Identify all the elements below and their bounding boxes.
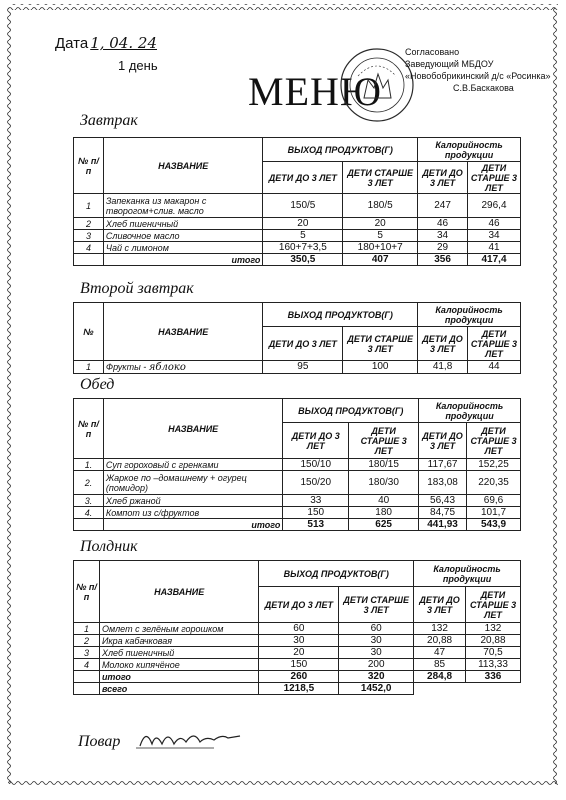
approval-line: Заведующий МБДОУ <box>405 59 494 69</box>
table-row <box>74 242 521 254</box>
col-num-header: № п/п <box>74 138 104 194</box>
total-calories-under3: 441,93 <box>419 519 467 531</box>
dish-name: Жаркое по –домашнему + огурец (помидор) <box>103 471 282 495</box>
output-under3: 150/20 <box>283 471 349 495</box>
col-name-header: НАЗВАНИЕ <box>103 399 282 459</box>
grand-total-label: всего <box>99 683 259 695</box>
dish-name: Компот из с/фруктов <box>103 507 282 519</box>
dish-name-text: Фрукты - <box>105 361 147 372</box>
output-over3: 5 <box>343 230 418 242</box>
output-under3: 150 <box>283 507 349 519</box>
approval-line: «Новобобрикинский д/с «Росинка» <box>405 71 551 81</box>
calories-over3: 220,35 <box>467 471 521 495</box>
total-calories-over3: 543,9 <box>467 519 521 531</box>
row-num: 4 <box>74 242 104 254</box>
col-output-header: ВЫХОД ПРОДУКТОВ(Г) <box>263 303 418 327</box>
total-label: итого <box>99 671 259 683</box>
dish-name: Молоко кипячёное <box>99 659 259 671</box>
table-row <box>74 495 521 507</box>
calories-over3: 44 <box>468 361 521 374</box>
dish-name: Чай с лимоном <box>103 242 263 254</box>
calories-over3: 41 <box>468 242 521 254</box>
col-over3-header: ДЕТИ СТАРШЕ 3 ЛЕТ <box>349 423 419 459</box>
output-over3: 180+10+7 <box>343 242 418 254</box>
output-over3: 30 <box>339 635 414 647</box>
calories-under3: 47 <box>414 647 466 659</box>
col-calories-header: Калорийность продукции <box>414 561 521 587</box>
col-over3-header: ДЕТИ СТАРШЕ 3 ЛЕТ <box>467 423 521 459</box>
col-over3-header: ДЕТИ СТАРШЕ 3 ЛЕТ <box>468 162 521 194</box>
table-row <box>74 361 521 374</box>
snack-table <box>73 560 521 695</box>
table-row <box>74 218 521 230</box>
section-title-second-breakfast: Второй завтрак <box>80 280 194 297</box>
col-under3-header: ДЕТИ ДО 3 ЛЕТ <box>263 327 343 361</box>
row-num: 1. <box>74 459 104 471</box>
calories-under3: 85 <box>414 659 466 671</box>
calories-under3: 41,8 <box>418 361 468 374</box>
table-row <box>74 230 521 242</box>
approval-line: Согласовано <box>405 47 460 57</box>
col-num-header: № п/п <box>74 399 104 459</box>
col-under3-header: ДЕТИ ДО 3 ЛЕТ <box>283 423 349 459</box>
output-under3: 5 <box>263 230 343 242</box>
dish-name <box>103 361 263 374</box>
row-num: 3 <box>74 230 104 242</box>
dish-name: Хлеб пшеничный <box>103 218 263 230</box>
output-under3: 20 <box>259 647 339 659</box>
col-over3-header: ДЕТИ СТАРШЕ 3 ЛЕТ <box>339 587 414 623</box>
output-under3: 33 <box>283 495 349 507</box>
total-calories-under3: 284,8 <box>414 671 466 683</box>
table-row <box>74 459 521 471</box>
calories-over3: 296,4 <box>468 194 521 218</box>
dish-name: Запеканка из макарон с творогом+слив. масло <box>103 194 263 218</box>
output-over3: 180/15 <box>349 459 419 471</box>
output-under3: 95 <box>263 361 343 374</box>
section-title-lunch: Обед <box>80 376 115 393</box>
calories-over3: 152,25 <box>467 459 521 471</box>
total-output-under3: 260 <box>259 671 339 683</box>
approval-line: С.В.Баскакова <box>453 83 514 93</box>
table-row <box>74 659 521 671</box>
calories-over3: 101,7 <box>467 507 521 519</box>
approval-block <box>405 46 551 94</box>
table-row <box>74 194 521 218</box>
row-num: 1 <box>74 361 104 374</box>
grand-total-row <box>74 683 521 695</box>
total-output-under3: 350,5 <box>263 254 343 266</box>
calories-under3: 34 <box>418 230 468 242</box>
total-row <box>74 519 521 531</box>
col-output-header: ВЫХОД ПРОДУКТОВ(Г) <box>263 138 418 162</box>
table-row <box>74 623 521 635</box>
calories-under3: 20,88 <box>414 635 466 647</box>
menu-title: МЕНЮ <box>248 69 382 114</box>
output-over3: 180 <box>349 507 419 519</box>
output-under3: 150 <box>259 659 339 671</box>
calories-under3: 56,43 <box>419 495 467 507</box>
col-output-header: ВЫХОД ПРОДУКТОВ(Г) <box>259 561 414 587</box>
col-name-header: НАЗВАНИЕ <box>99 561 259 623</box>
table-row <box>74 471 521 495</box>
dish-name: Хлеб пшеничный <box>99 647 259 659</box>
breakfast-table <box>73 137 521 266</box>
calories-over3: 20,88 <box>466 635 521 647</box>
col-calories-header: Калорийность продукции <box>418 138 521 162</box>
row-num: 1 <box>74 194 104 218</box>
section-title-breakfast: Завтрак <box>80 112 138 129</box>
calories-under3: 84,75 <box>419 507 467 519</box>
table-row <box>74 647 521 659</box>
output-under3: 30 <box>259 635 339 647</box>
calories-over3: 132 <box>466 623 521 635</box>
col-under3-header: ДЕТИ ДО 3 ЛЕТ <box>418 327 468 361</box>
row-num: 4. <box>74 507 104 519</box>
col-name-header: НАЗВАНИЕ <box>103 303 263 361</box>
total-calories-under3: 356 <box>418 254 468 266</box>
handwritten-fruit: яблоко <box>148 361 186 373</box>
total-calories-over3: 336 <box>466 671 521 683</box>
cook-signature <box>136 724 246 754</box>
output-under3: 60 <box>259 623 339 635</box>
col-name-header: НАЗВАНИЕ <box>103 138 263 194</box>
output-over3: 180/5 <box>343 194 418 218</box>
col-over3-header: ДЕТИ СТАРШЕ 3 ЛЕТ <box>343 162 418 194</box>
total-label: итого <box>103 519 282 531</box>
calories-over3: 69,6 <box>467 495 521 507</box>
section-title-snack: Полдник <box>80 538 138 555</box>
total-output-under3: 513 <box>283 519 349 531</box>
dish-name: Омлет с зелёным горошком <box>99 623 259 635</box>
total-row <box>74 254 521 266</box>
row-num: 2. <box>74 471 104 495</box>
col-num-header: № <box>74 303 104 361</box>
dish-name: Сливочное масло <box>103 230 263 242</box>
dish-name: Суп гороховый с гренками <box>103 459 282 471</box>
grand-total-output-under3: 1218,5 <box>259 683 339 695</box>
row-num: 3. <box>74 495 104 507</box>
cook-label: Повар <box>78 733 121 750</box>
calories-over3: 46 <box>468 218 521 230</box>
col-under3-header: ДЕТИ ДО 3 ЛЕТ <box>414 587 466 623</box>
row-num: 2 <box>74 218 104 230</box>
date-line <box>55 34 157 52</box>
col-output-header: ВЫХОД ПРОДУКТОВ(Г) <box>283 399 419 423</box>
calories-under3: 46 <box>418 218 468 230</box>
total-output-over3: 407 <box>343 254 418 266</box>
row-num: 3 <box>74 647 100 659</box>
calories-over3: 70,5 <box>466 647 521 659</box>
second-breakfast-table <box>73 302 521 374</box>
output-over3: 180/30 <box>349 471 419 495</box>
col-num-header: № п/п <box>74 561 100 623</box>
total-row <box>74 671 521 683</box>
dish-name: Хлеб ржаной <box>103 495 282 507</box>
col-under3-header: ДЕТИ ДО 3 ЛЕТ <box>263 162 343 194</box>
calories-over3: 113,33 <box>466 659 521 671</box>
col-over3-header: ДЕТИ СТАРШЕ 3 ЛЕТ <box>468 327 521 361</box>
col-over3-header: ДЕТИ СТАРШЕ 3 ЛЕТ <box>466 587 521 623</box>
output-under3: 20 <box>263 218 343 230</box>
output-over3: 100 <box>343 361 418 374</box>
dish-name: Икра кабачковая <box>99 635 259 647</box>
output-over3: 30 <box>339 647 414 659</box>
output-under3: 150/10 <box>283 459 349 471</box>
grand-total-output-over3: 1452,0 <box>339 683 414 695</box>
output-over3: 20 <box>343 218 418 230</box>
total-output-over3: 625 <box>349 519 419 531</box>
calories-under3: 183,08 <box>419 471 467 495</box>
col-calories-header: Калорийность продукции <box>418 303 521 327</box>
total-output-over3: 320 <box>339 671 414 683</box>
lunch-table <box>73 398 521 531</box>
calories-over3: 34 <box>468 230 521 242</box>
table-row <box>74 507 521 519</box>
calories-under3: 132 <box>414 623 466 635</box>
col-under3-header: ДЕТИ ДО 3 ЛЕТ <box>418 162 468 194</box>
calories-under3: 247 <box>418 194 468 218</box>
col-under3-header: ДЕТИ ДО 3 ЛЕТ <box>259 587 339 623</box>
row-num: 1 <box>74 623 100 635</box>
col-over3-header: ДЕТИ СТАРШЕ 3 ЛЕТ <box>343 327 418 361</box>
total-calories-over3: 417,4 <box>468 254 521 266</box>
output-under3: 150/5 <box>263 194 343 218</box>
output-over3: 40 <box>349 495 419 507</box>
output-over3: 60 <box>339 623 414 635</box>
day-label: 1 день <box>118 58 158 73</box>
calories-under3: 117,67 <box>419 459 467 471</box>
row-num: 2 <box>74 635 100 647</box>
col-under3-header: ДЕТИ ДО 3 ЛЕТ <box>419 423 467 459</box>
date-label: Дата <box>55 35 89 52</box>
col-calories-header: Калорийность продукции <box>419 399 521 423</box>
table-row <box>74 635 521 647</box>
date-value: 1, 04. 24 <box>90 34 158 52</box>
calories-under3: 29 <box>418 242 468 254</box>
output-under3: 160+7+3,5 <box>263 242 343 254</box>
total-label: итого <box>103 254 263 266</box>
output-over3: 200 <box>339 659 414 671</box>
row-num: 4 <box>74 659 100 671</box>
